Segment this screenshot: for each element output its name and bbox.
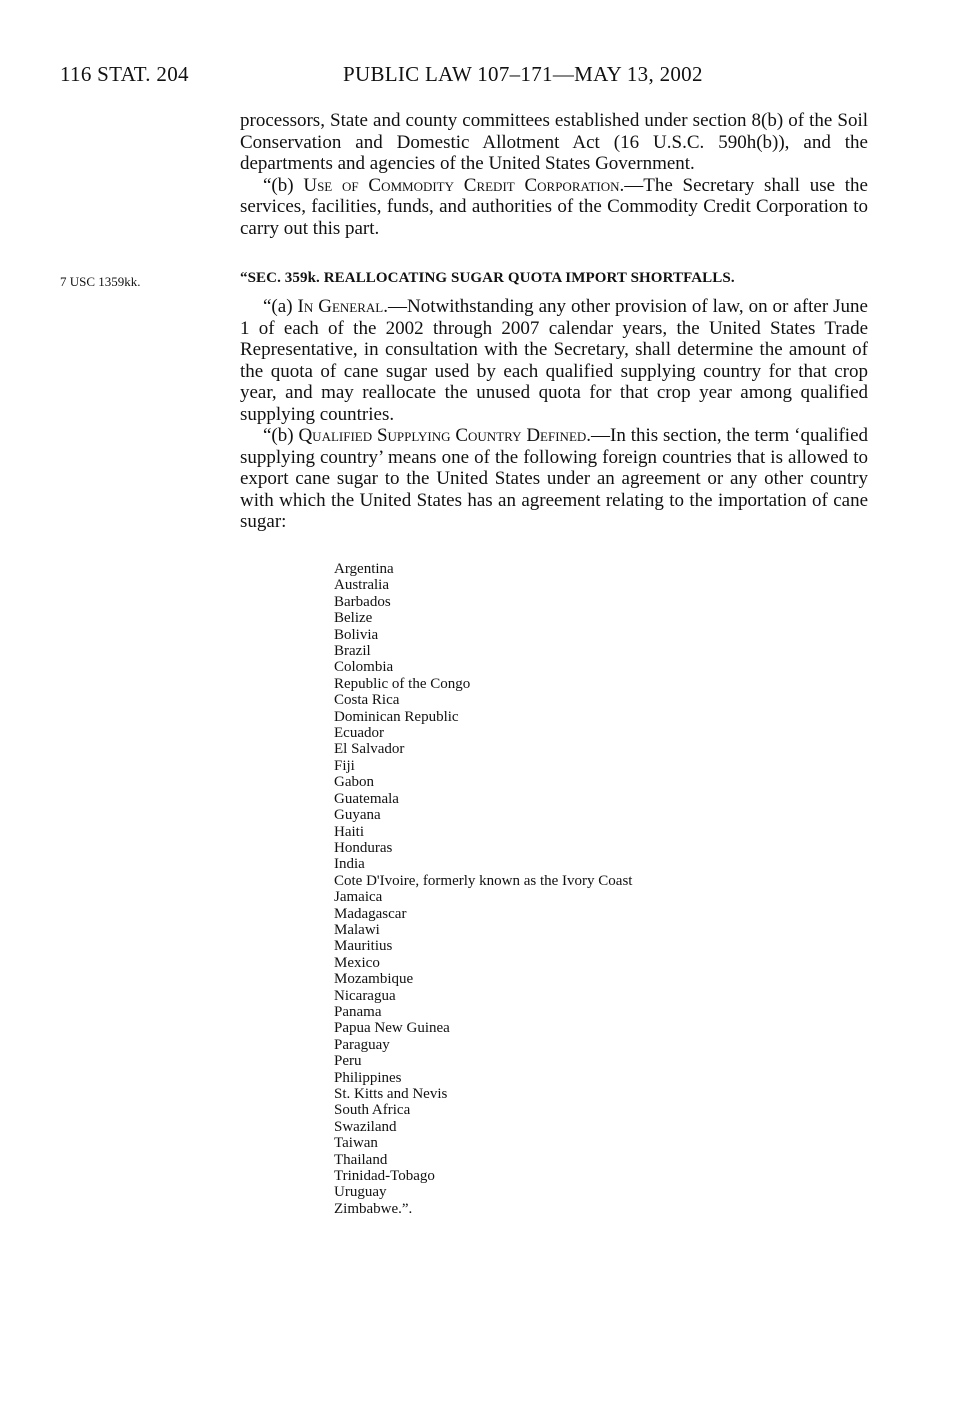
section-heading: “SEC. 359k. REALLOCATING SUGAR QUOTA IMPORT SHORTFALLS. [240,270,735,286]
country-list-item: Guyana [334,807,381,824]
country-list-item: Trinidad-Tobago [334,1168,435,1185]
continued-paragraph: processors, State and county committees established under section 8(b) of the Soil Conservation and Domestic Allotment Act (16 U.S.C. 590h(b)), and the departments and agencies of the United States Government. [240,110,868,174]
country-list-item: Philippines [334,1069,402,1086]
subsection-text: .—The Secretary shall use the services, facilities, funds, and authorities of the Commodity Credit Corporation to carry out this part. [240,174,868,239]
subsection-a-general [240,296,868,425]
country-list-item: Colombia [334,659,394,676]
subsection-heading: In General [297,296,384,317]
country-list-item: Uruguay [334,1184,387,1201]
country-list-item: Guatemala [334,790,399,807]
country-list-item: India [334,856,365,873]
country-list-item: Haiti [334,823,364,840]
country-list-item: Brazil [334,643,371,660]
country-list-item: Madagascar [334,905,407,922]
country-list-item: Costa Rica [334,692,400,709]
country-list-item: Jamaica [334,889,383,906]
country-list-item: Argentina [334,561,394,577]
country-list-item: South Africa [334,1102,411,1119]
country-list-item: Peru [334,1053,362,1070]
country-list-item: El Salvador [334,741,405,758]
country-list-item: Honduras [334,839,393,856]
page-title: PUBLIC LAW 107–171—MAY 13, 2002 [343,62,703,86]
country-list-item: Barbados [334,593,391,610]
country-list-item: Swaziland [334,1118,397,1135]
subsection-b-defined [240,425,868,533]
subsection-text: .—In this section, the term ‘qualified supplying country’ means one of the following foreign countries that is allowed to export cane sugar to the United States under an agreement or any other country with which the United States has an agreement relating to the importation of cane sugar: [240,425,869,532]
country-list-item: Republic of the Congo [334,675,471,692]
country-list-item: Paraguay [334,1036,390,1053]
country-list-item: Thailand [334,1151,388,1168]
country-list-item: Nicaragua [334,987,396,1004]
country-list-item: Zimbabwe.”. [334,1200,413,1217]
country-list-item: Bolivia [334,626,379,643]
subsection-text: .—Notwithstanding any other provision of law, on or after June 1 of each of the 2002 through 2007 calendar years, the United States Trade Representative, in consultation with the Secretary, shall determine the amount of the quota of cane sugar used by each qualified supplying country for that crop year, and may reallocate the unused quota for that crop year among qualified supplying countries. [240,296,868,425]
subsection-heading: Use of Commodity Credit Corporation [303,174,620,196]
country-list-item: Taiwan [334,1135,378,1152]
country-list-item: Gabon [334,774,374,791]
country-list-item: St. Kitts and Nevis [334,1086,448,1102]
country-list-item: Australia [334,577,389,594]
margin-citation: 7 USC 1359kk. [60,274,141,289]
country-list [334,561,632,1217]
subsection-prefix: “(b) [263,174,304,196]
subsection-heading: Qualified Supplying Country Defined [298,425,587,446]
text-block-top [240,110,868,239]
country-list-item: Mexico [334,954,380,971]
subsection-prefix: “(b) [263,425,299,446]
country-list-item: Cote D'Ivoire, formerly known as the Ivory Coast [334,872,633,889]
country-list-item: Papua New Guinea [334,1020,450,1037]
country-list-item: Mozambique [334,971,414,988]
country-list-item: Panama [334,1003,382,1020]
country-list-item: Ecuador [334,725,384,742]
subsection-prefix: “(a) [263,296,298,317]
stat-reference: 116 STAT. 204 [60,62,189,86]
country-list-item: Dominican Republic [334,708,459,725]
country-list-item: Fiji [334,757,355,774]
subsection-b-ccc [240,175,868,240]
country-list-item: Malawi [334,921,380,938]
country-list-item: Belize [334,610,373,627]
text-block-section [240,296,868,533]
country-list-item: Mauritius [334,938,393,955]
